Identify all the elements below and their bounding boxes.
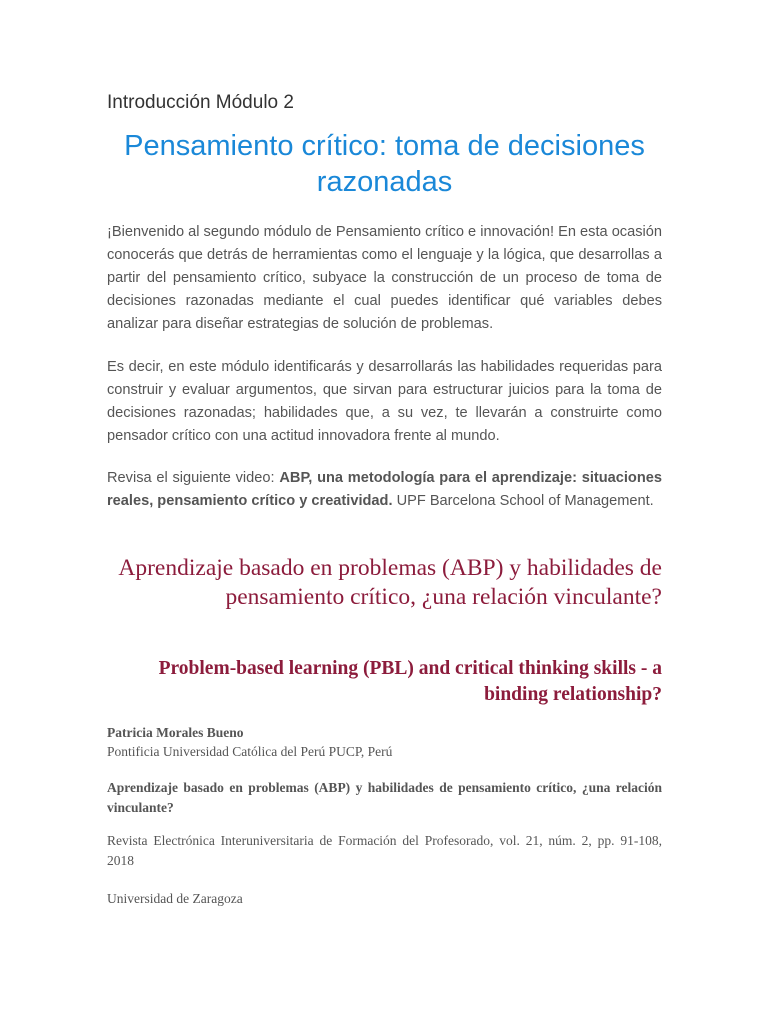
module-description-paragraph: Es decir, en este módulo identificarás y desarrollarás las habilidades requeridas para construir y evaluar argumentos, que sirvan para estructurar juicios para la toma de decisiones razonadas; habilidades que, a su vez, te llevarán a construirte como pensador crítico con una actitud innovadora frente al mundo. bbox=[107, 359, 662, 444]
video-reference-paragraph bbox=[107, 467, 662, 513]
journal-citation: Revista Electrónica Interuniversitaria de Formación del Profesorado, vol. 21, núm. 2, pp. 91-108, 2018 bbox=[107, 833, 662, 868]
citation-title: Aprendizaje basado en problemas (ABP) y habilidades de pensamiento crítico, ¿una relación vinculante? bbox=[107, 780, 662, 815]
page-title: Pensamiento crítico: toma de decisiones razonadas bbox=[124, 130, 645, 198]
video-intro-text: Revisa el siguiente video: bbox=[107, 470, 275, 486]
video-title: ABP, una metodología para el aprendizaje: situaciones reales, pensamiento crítico y creatividad. bbox=[107, 470, 662, 509]
author-institution: Pontificia Universidad Católica del Perú PUCP, Perú bbox=[107, 744, 393, 759]
intro-paragraph: ¡Bienvenido al segundo módulo de Pensamiento crítico e innovación! En esta ocasión conocerás que detrás de herramientas como el lenguaje y la lógica, que desarrollas a partir del pensamiento crítico, subyace la construcción de un proceso de toma de decisiones razonadas mediante el cual puedes identificar qué variables debes analizar para diseñar estrategias de solución de problemas. bbox=[107, 224, 662, 332]
video-source: UPF Barcelona School of Management. bbox=[396, 493, 654, 509]
article-title-english: Problem-based learning (PBL) and critical thinking skills - a binding relationship? bbox=[158, 658, 662, 705]
module-label: Introducción Módulo 2 bbox=[107, 92, 294, 113]
article-author: Patricia Morales Bueno bbox=[107, 725, 244, 740]
publisher: Universidad de Zaragoza bbox=[107, 891, 243, 906]
article-title-spanish: Aprendizaje basado en problemas (ABP) y habilidades de pensamiento crítico, ¿una relación vinculante? bbox=[118, 555, 662, 610]
